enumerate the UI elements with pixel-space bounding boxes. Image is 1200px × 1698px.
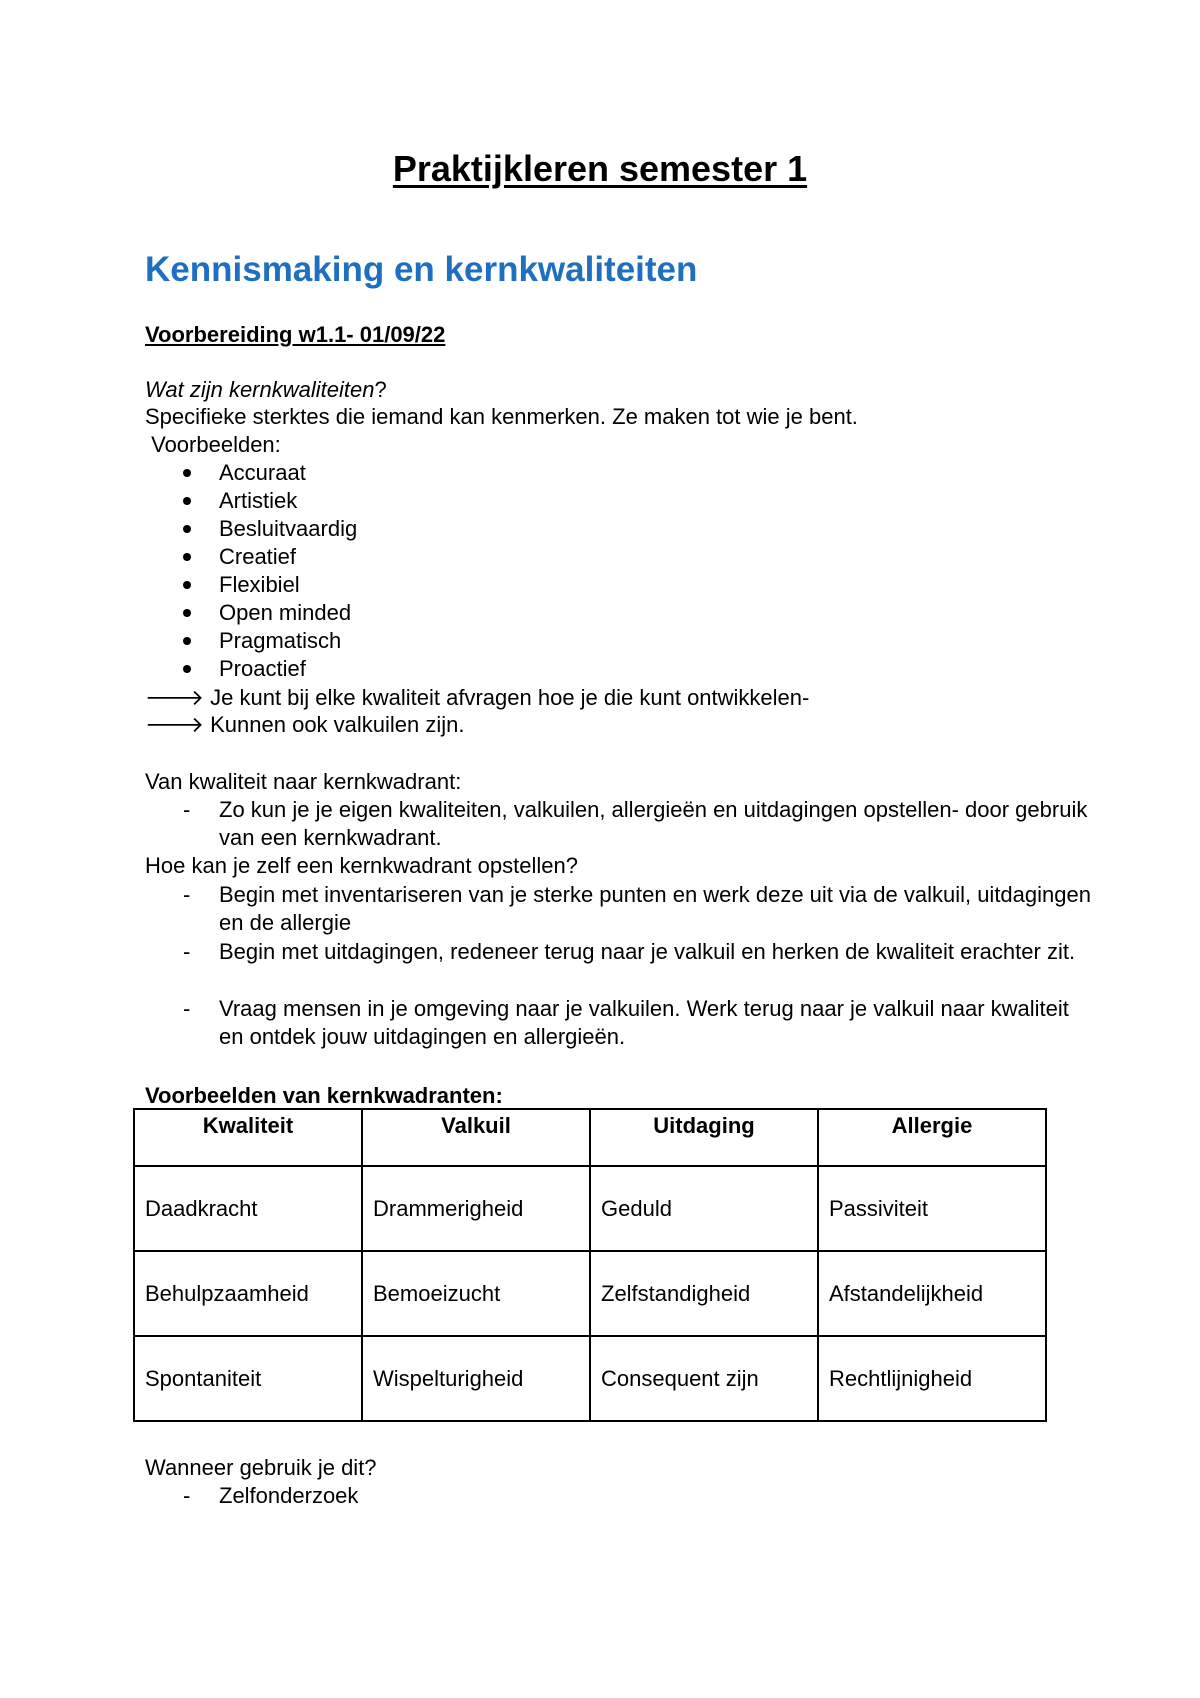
definition-text: Specifieke sterktes die iemand kan kenmerken. Ze maken tot wie je bent. [145, 404, 858, 429]
table-cell: Passiviteit [818, 1166, 1046, 1251]
list-item: Creatief [145, 543, 357, 571]
table-header: Allergie [818, 1109, 1046, 1166]
bullet-icon [183, 525, 191, 533]
table-header: Valkuil [362, 1109, 590, 1166]
document-title: Praktijkleren semester 1 [392, 148, 808, 189]
quadrant-intro: Van kwaliteit naar kernkwadrant: [145, 769, 462, 794]
kernkwadrant-table [133, 1108, 1047, 1422]
list-item: Flexibiel [145, 571, 357, 599]
examples-list [145, 459, 357, 683]
list-item: Accuraat [145, 459, 357, 487]
question-text: Wat zijn kernkwaliteiten [145, 377, 375, 402]
subheading: Voorbereiding w1.1- 01/09/22 [145, 322, 446, 347]
question-line [145, 377, 387, 403]
bullet-icon [183, 637, 191, 645]
bullet-icon [183, 553, 191, 561]
table-cell: Spontaniteit [134, 1336, 362, 1421]
list-item: Besluitvaardig [145, 515, 357, 543]
list-item: Artistiek [145, 487, 357, 515]
examples-label: Voorbeelden: [145, 432, 281, 457]
list-item: Proactief [145, 655, 357, 683]
table-cell: Afstandelijkheid [818, 1251, 1046, 1336]
table-cell: Consequent zijn [590, 1336, 818, 1421]
table-row [134, 1251, 1046, 1336]
arrow-note: 🡒 Je kunt bij elke kwaliteit afvragen hoe je die kunt ontwikkelen- [145, 685, 810, 710]
arrow-right-icon: 🡒 [145, 712, 204, 737]
table-cell: Behulpzaamheid [134, 1251, 362, 1336]
bullet-icon [183, 497, 191, 505]
section-heading: Kennismaking en kernkwaliteiten [145, 250, 698, 289]
table-row [134, 1336, 1046, 1421]
arrow-note: 🡒 Kunnen ook valkuilen zijn. [145, 712, 465, 737]
how-question: Hoe kan je zelf een kernkwadrant opstellen? [145, 853, 578, 878]
table-cell: Drammerigheid [362, 1166, 590, 1251]
table-header: Uitdaging [590, 1109, 818, 1166]
usage-question: Wanneer gebruik je dit? [145, 1455, 377, 1480]
table-header: Kwaliteit [134, 1109, 362, 1166]
table-title: Voorbeelden van kernkwadranten: [145, 1083, 503, 1108]
table-cell: Zelfstandigheid [590, 1251, 818, 1336]
bullet-icon [183, 581, 191, 589]
table-cell: Rechtlijnigheid [818, 1336, 1046, 1421]
table-cell: Daadkracht [134, 1166, 362, 1251]
table-cell: Bemoeizucht [362, 1251, 590, 1336]
question-mark: ? [374, 377, 387, 402]
bullet-icon [183, 665, 191, 673]
bullet-icon [183, 609, 191, 617]
table-cell: Geduld [590, 1166, 818, 1251]
list-item: Open minded [145, 599, 357, 627]
table-header-row [134, 1109, 1046, 1166]
table-cell: Wispelturigheid [362, 1336, 590, 1421]
document-page: Praktijkleren semester 1 Kennismaking en kernkwaliteiten Voorbereiding w1.1- 01/09/22 Wat zijn kernkwaliteiten? Specifieke sterktes die iemand kan kenmerken. Ze maken tot wie je bent. Voorbeelden: Accuraat Artistiek Besluitvaardig Creatief Flexibiel Open minded Pragmatisch Proactief 🡒 Je kunt bij elke kwaliteit afvragen hoe je die kunt ontwikkelen- 🡒 Kunnen ook valkuilen zijn. Van kwaliteit naar kernkwadrant: - Zo kun je je eigen kwaliteiten, valkuilen, allergieën en uitdagingen opstellen- door gebruik van een kernkwadrant. Hoe kan je zelf een kernkwadrant opstellen? - Begin met inventariseren van je sterke punten en werk deze uit via de valkuil, uitdagingen en de allergie - Begin met uitdagingen, redeneer terug naar je valkuil en herken de kwaliteit erachter zit. - Vraag mensen in je omgeving naar je valkuilen. Werk terug naar je valkuil naar kwaliteit en ontdek jouw uitdagingen en allergieën. Voorbeelden van kernkwadranten: Kwaliteit Valkuil Uitdaging Allergie Daadkracht Drammerigheid Geduld Passiviteit Behulpzaamheid Bemoeizucht Zelfstandigheid Afstandelijkheid Spontaniteit Wispelturigheid Consequent zijn Rechtlijnigheid Wanneer gebruik je dit? - Zelfonderzoek [0, 0, 1200, 1698]
bullet-icon [183, 469, 191, 477]
list-item: Pragmatisch [145, 627, 357, 655]
table-row [134, 1166, 1046, 1251]
arrow-right-icon: 🡒 [145, 685, 204, 710]
